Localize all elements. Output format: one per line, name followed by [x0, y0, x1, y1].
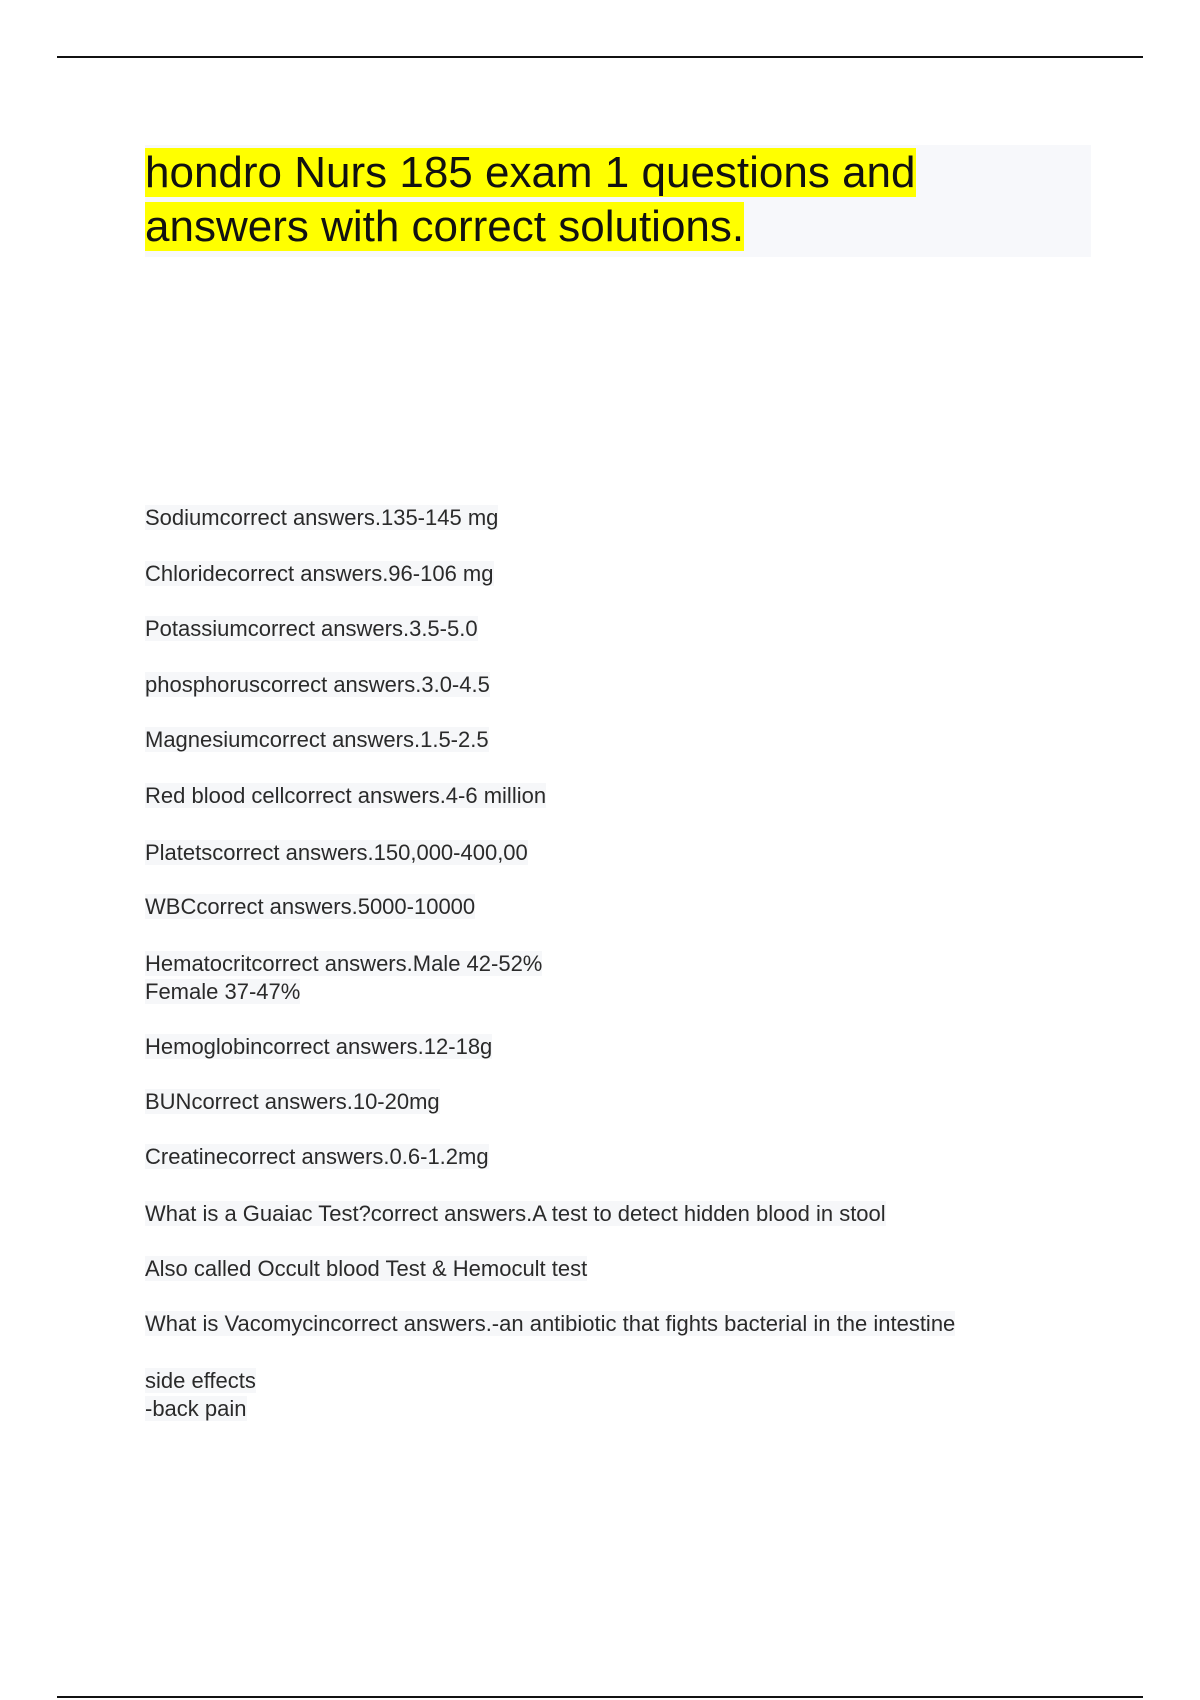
qa-entry-chloride: Chloridecorrect answers.96-106 mg [145, 561, 494, 586]
qa-entry-occult-blood: Also called Occult blood Test & Hemocult test [145, 1256, 588, 1281]
qa-entry-red-blood-cell: Red blood cellcorrect answers.4-6 million [145, 783, 547, 808]
qa-entry-magnesium: Magnesiumcorrect answers.1.5-2.5 [145, 727, 489, 752]
qa-entry-side-effects: side effects -back pain [145, 1368, 256, 1421]
qa-entry-platelets: Platetscorrect answers.150,000-400,00 [145, 840, 528, 865]
qa-entry-phosphorus: phosphoruscorrect answers.3.0-4.5 [145, 672, 490, 697]
top-rule [57, 56, 1143, 58]
qa-entry-bun: BUNcorrect answers.10-20mg [145, 1089, 440, 1114]
bottom-rule [57, 1696, 1143, 1698]
qa-entry-sodium: Sodiumcorrect answers.135-145 mg [145, 505, 499, 530]
qa-entry-creatine: Creatinecorrect answers.0.6-1.2mg [145, 1144, 489, 1169]
document-title-text: hondro Nurs 185 exam 1 questions and answers with correct solutions. [145, 148, 916, 251]
qa-entry-hematocrit: Hematocritcorrect answers.Male 42-52% Female 37-47% [145, 951, 543, 1004]
qa-entry-guaiac-test: What is a Guaiac Test?correct answers.A test to detect hidden blood in stool [145, 1201, 886, 1226]
title-block [145, 145, 1091, 257]
qa-entry-potassium: Potassiumcorrect answers.3.5-5.0 [145, 616, 478, 641]
qa-entry-wbc: WBCcorrect answers.5000-10000 [145, 894, 476, 919]
document-title [145, 145, 1091, 254]
qa-entry-vancomycin: What is Vacomycincorrect answers.-an antibiotic that fights bacterial in the intestine [145, 1311, 956, 1336]
qa-entry-hemoglobin: Hemoglobincorrect answers.12-18g [145, 1034, 493, 1059]
